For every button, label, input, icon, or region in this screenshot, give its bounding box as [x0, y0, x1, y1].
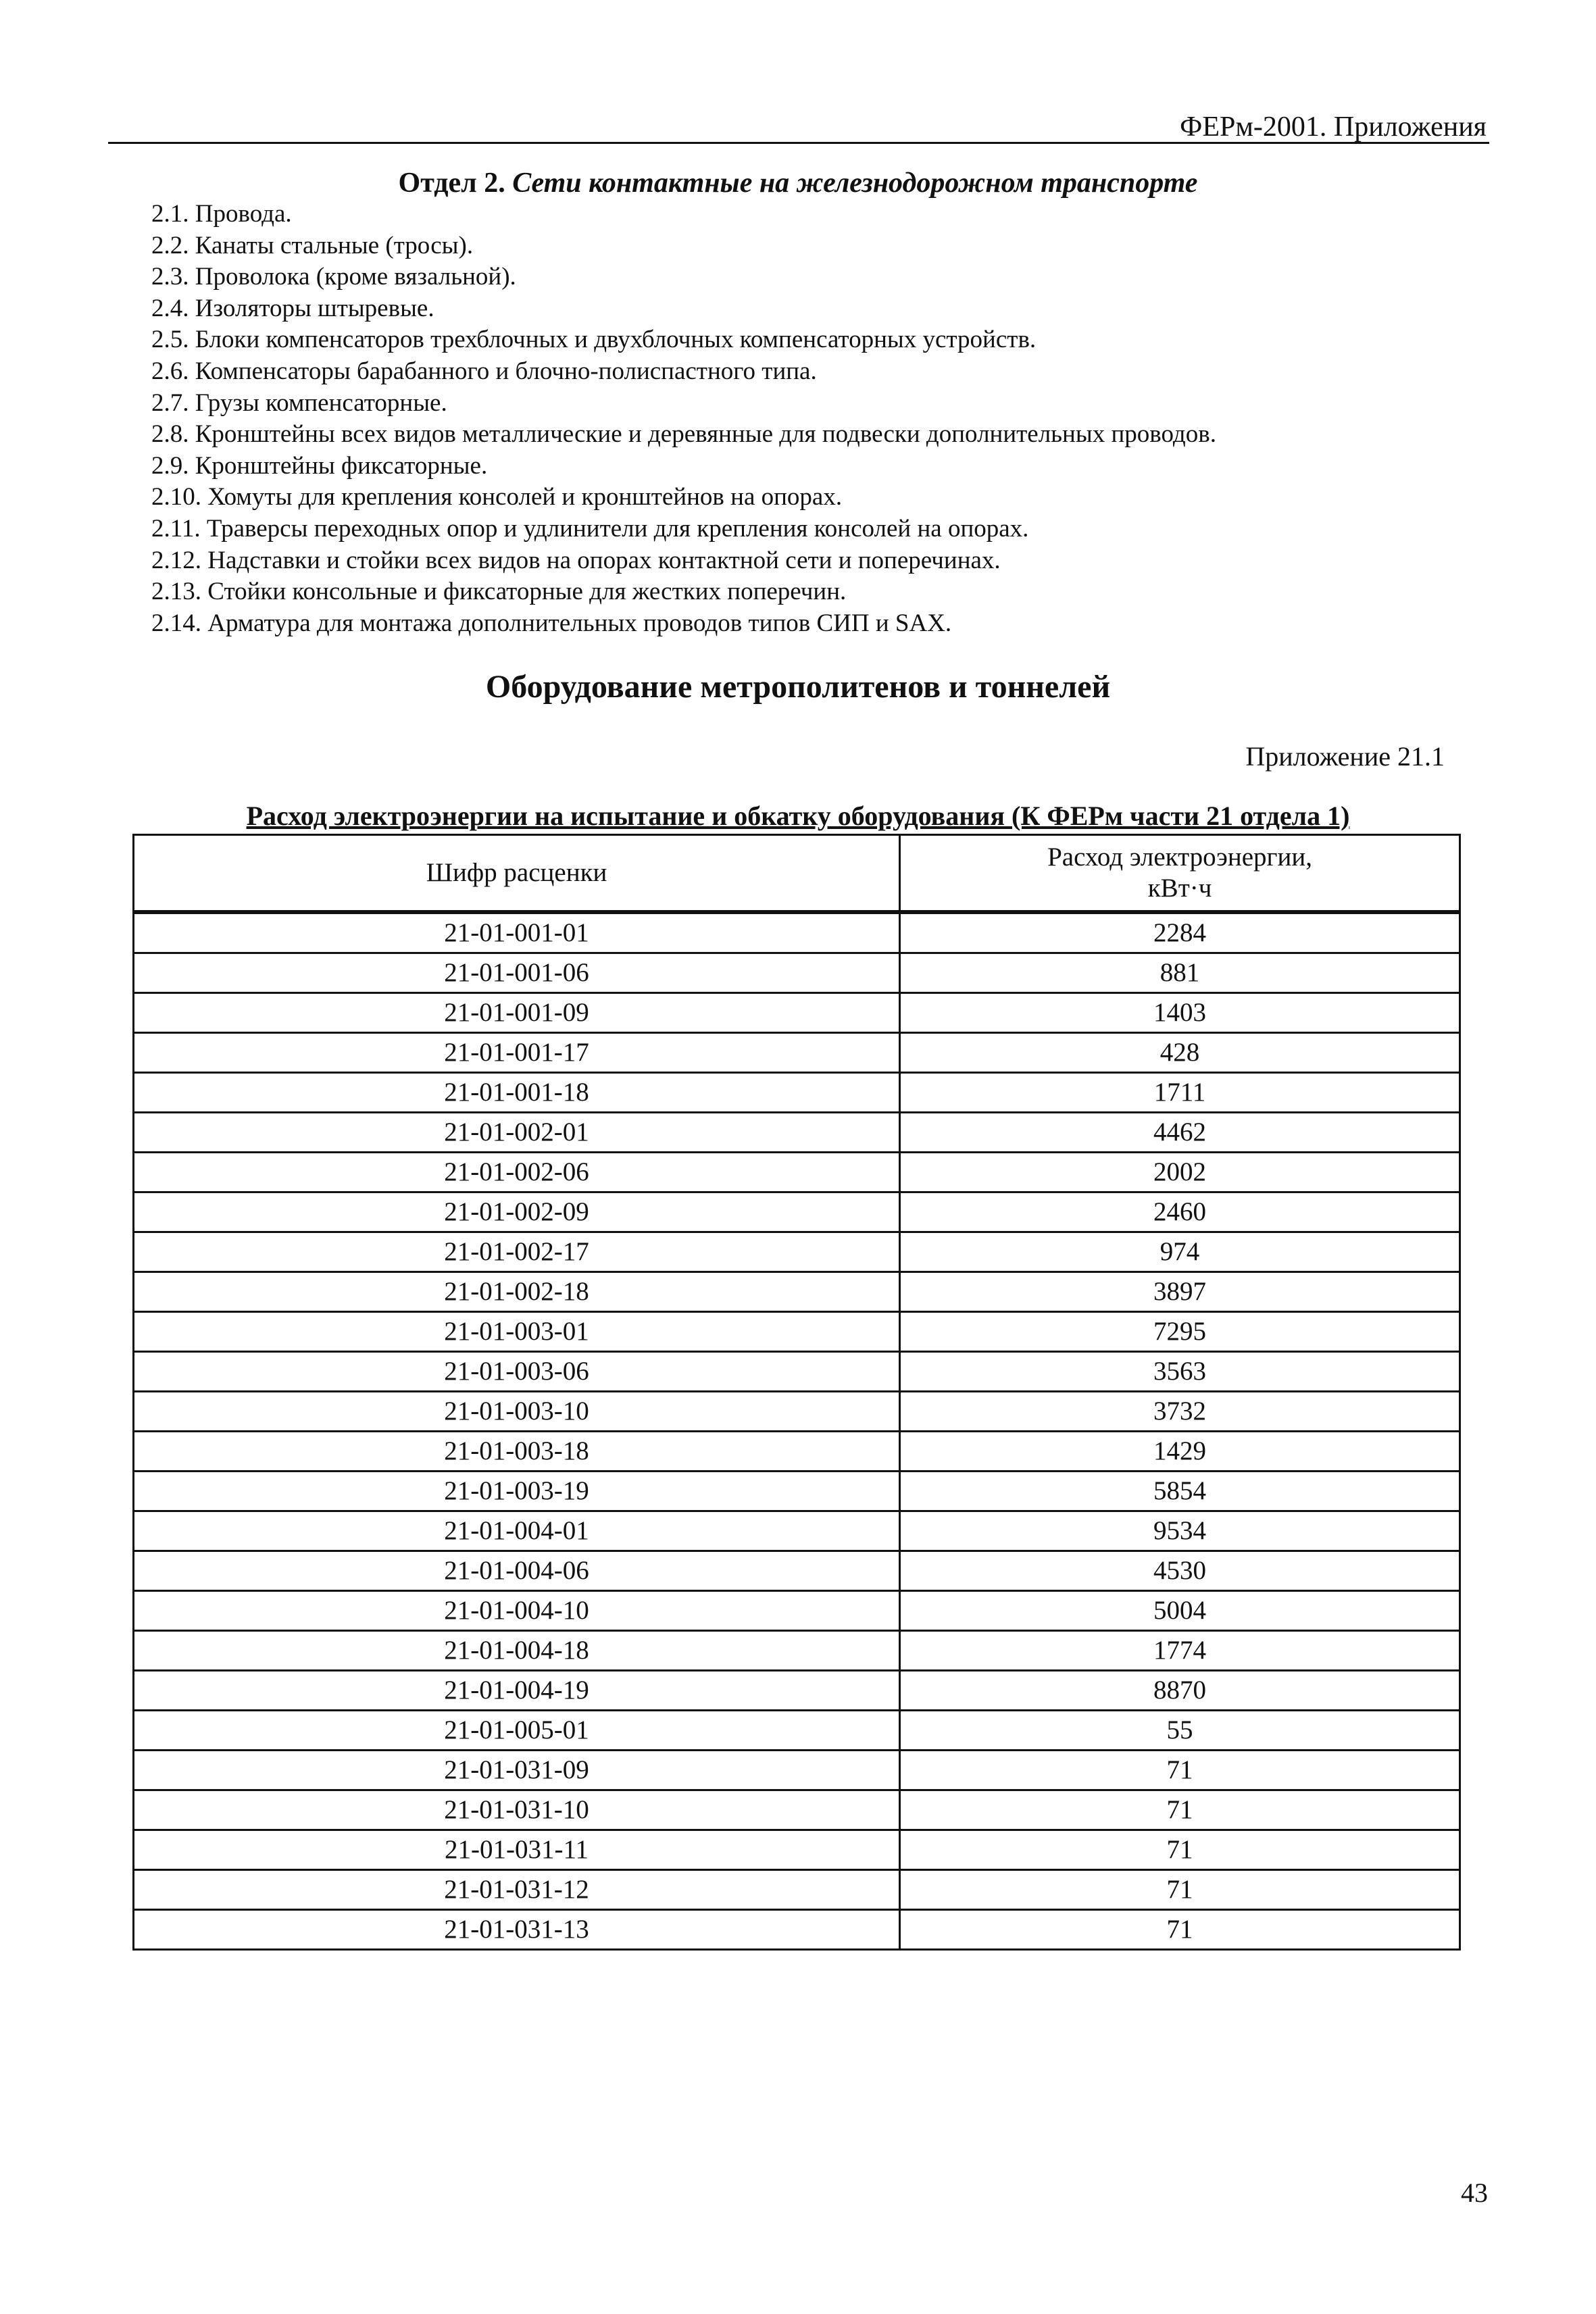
column-header-energy [900, 835, 1460, 913]
section-item: 2.11. Траверсы переходных опор и удлинители для крепления консолей на опорах. [151, 514, 1029, 543]
section-item: 2.7. Грузы компенсаторные. [151, 388, 447, 417]
table-row [134, 1192, 1460, 1232]
table-header-row [134, 835, 1460, 913]
energy-value-cell: 5004 [900, 1591, 1460, 1631]
energy-value-cell: 9534 [900, 1511, 1460, 1551]
appendix-label: Приложение 21.1 [1245, 741, 1445, 772]
rate-code-cell: 21-01-001-17 [134, 1033, 900, 1073]
energy-value-cell: 71 [900, 1751, 1460, 1790]
table-row [134, 1153, 1460, 1192]
column-header-energy-line1: Расход электроэнергии, [1047, 842, 1312, 872]
energy-value-cell: 1403 [900, 993, 1460, 1033]
table-row [134, 1830, 1460, 1870]
table-row [134, 1790, 1460, 1830]
energy-value-cell: 55 [900, 1711, 1460, 1751]
rate-code-cell: 21-01-005-01 [134, 1711, 900, 1751]
section-heading [0, 166, 1596, 200]
rate-code-cell: 21-01-001-06 [134, 953, 900, 993]
rate-code-cell: 21-01-031-13 [134, 1910, 900, 1950]
table-row [134, 1113, 1460, 1153]
running-header: ФЕРм-2001. Приложения [1180, 111, 1487, 143]
energy-table [132, 834, 1461, 1951]
rate-code-cell: 21-01-003-10 [134, 1392, 900, 1432]
table-row [134, 1472, 1460, 1511]
table-row [134, 1671, 1460, 1711]
table-row [134, 953, 1460, 993]
section-item: 2.9. Кронштейны фиксаторные. [151, 451, 488, 480]
energy-value-cell: 2002 [900, 1153, 1460, 1192]
rate-code-cell: 21-01-003-06 [134, 1352, 900, 1392]
section-item: 2.8. Кронштейны всех видов металлические и деревянные для подвески дополнительных проводов. [151, 420, 1216, 449]
energy-value-cell: 4462 [900, 1113, 1460, 1153]
energy-value-cell: 71 [900, 1830, 1460, 1870]
energy-value-cell: 3563 [900, 1352, 1460, 1392]
rate-code-cell: 21-01-002-06 [134, 1153, 900, 1192]
table-row [134, 1312, 1460, 1352]
energy-value-cell: 8870 [900, 1671, 1460, 1711]
energy-value-cell: 71 [900, 1870, 1460, 1910]
energy-value-cell: 2460 [900, 1192, 1460, 1232]
section-item-list [151, 199, 1216, 639]
section-item: 2.14. Арматура для монтажа дополнительных проводов типов СИП и SAX. [151, 609, 952, 637]
rate-code-cell: 21-01-001-18 [134, 1073, 900, 1113]
rate-code-cell: 21-01-004-01 [134, 1511, 900, 1551]
section-item: 2.13. Стойки консольные и фиксаторные для жестких поперечин. [151, 578, 847, 606]
table-row [134, 1711, 1460, 1751]
table-row [134, 1551, 1460, 1591]
section-item: 2.10. Хомуты для крепления консолей и кронштейнов на опорах. [151, 483, 843, 511]
rate-code-cell: 21-01-002-09 [134, 1192, 900, 1232]
rate-code-cell: 21-01-002-01 [134, 1113, 900, 1153]
section-item: 2.2. Канаты стальные (тросы). [151, 231, 474, 259]
section-item: 2.6. Компенсаторы барабанного и блочно-полиспастного типа. [151, 357, 817, 385]
table-row [134, 993, 1460, 1033]
table-row [134, 1751, 1460, 1790]
table-row [134, 1033, 1460, 1073]
rate-code-cell: 21-01-004-18 [134, 1631, 900, 1671]
energy-value-cell: 881 [900, 953, 1460, 993]
rate-code-cell: 21-01-003-01 [134, 1312, 900, 1352]
energy-value-cell: 7295 [900, 1312, 1460, 1352]
table-caption: Расход электроэнергии на испытание и обкатку оборудования (К ФЕРм части 21 отдела 1) [246, 801, 1350, 831]
energy-value-cell: 428 [900, 1033, 1460, 1073]
energy-value-cell: 1711 [900, 1073, 1460, 1113]
rate-code-cell: 21-01-031-11 [134, 1830, 900, 1870]
energy-value-cell: 71 [900, 1790, 1460, 1830]
energy-value-cell: 4530 [900, 1551, 1460, 1591]
energy-value-cell: 3732 [900, 1392, 1460, 1432]
energy-value-cell: 3897 [900, 1272, 1460, 1312]
table-row [134, 1073, 1460, 1113]
table-row [134, 1432, 1460, 1472]
table-body [134, 912, 1460, 1950]
rate-code-cell: 21-01-002-17 [134, 1232, 900, 1272]
section-item: 2.4. Изоляторы штыревые. [151, 294, 434, 322]
rate-code-cell: 21-01-003-19 [134, 1472, 900, 1511]
rate-code-cell: 21-01-031-12 [134, 1870, 900, 1910]
rate-code-cell: 21-01-004-06 [134, 1551, 900, 1591]
table-row [134, 1232, 1460, 1272]
table-row [134, 1392, 1460, 1432]
rate-code-cell: 21-01-004-19 [134, 1671, 900, 1711]
section-heading-text: Сети контактные на железнодорожном транспорте [505, 168, 1198, 199]
energy-value-cell: 1429 [900, 1432, 1460, 1472]
table-row [134, 1631, 1460, 1671]
rate-code-cell: 21-01-003-18 [134, 1432, 900, 1472]
rate-code-cell: 21-01-002-18 [134, 1272, 900, 1312]
header-rule [108, 142, 1489, 144]
table-row [134, 1910, 1460, 1950]
section-heading-lead: Отдел 2. [398, 168, 505, 199]
rate-code-cell: 21-01-031-10 [134, 1790, 900, 1830]
energy-value-cell: 71 [900, 1910, 1460, 1950]
rate-code-cell: 21-01-001-09 [134, 993, 900, 1033]
section-item: 2.1. Провода. [151, 200, 292, 228]
rate-code-cell: 21-01-004-10 [134, 1591, 900, 1631]
table-row [134, 1272, 1460, 1312]
column-header-code: Шифр расценки [134, 835, 900, 913]
energy-value-cell: 974 [900, 1232, 1460, 1272]
rate-code-cell: 21-01-001-01 [134, 912, 900, 953]
table-row [134, 912, 1460, 953]
column-header-energy-unit: кВт·ч [1147, 874, 1212, 903]
section-item: 2.5. Блоки компенсаторов трехблочных и двухблочных компенсаторных устройств. [151, 326, 1037, 354]
table-row [134, 1870, 1460, 1910]
rate-code-cell: 21-01-031-09 [134, 1751, 900, 1790]
section-item: 2.3. Проволока (кроме вязальной). [151, 263, 516, 291]
energy-value-cell: 1774 [900, 1631, 1460, 1671]
table-row [134, 1352, 1460, 1392]
page-number: 43 [1461, 2178, 1488, 2208]
equipment-heading: Оборудование метрополитенов и тоннелей [485, 669, 1111, 705]
table-row [134, 1591, 1460, 1631]
table-row [134, 1511, 1460, 1551]
energy-value-cell: 2284 [900, 912, 1460, 953]
section-item: 2.12. Надставки и стойки всех видов на опорах контактной сети и поперечинах. [151, 546, 1001, 574]
energy-value-cell: 5854 [900, 1472, 1460, 1511]
